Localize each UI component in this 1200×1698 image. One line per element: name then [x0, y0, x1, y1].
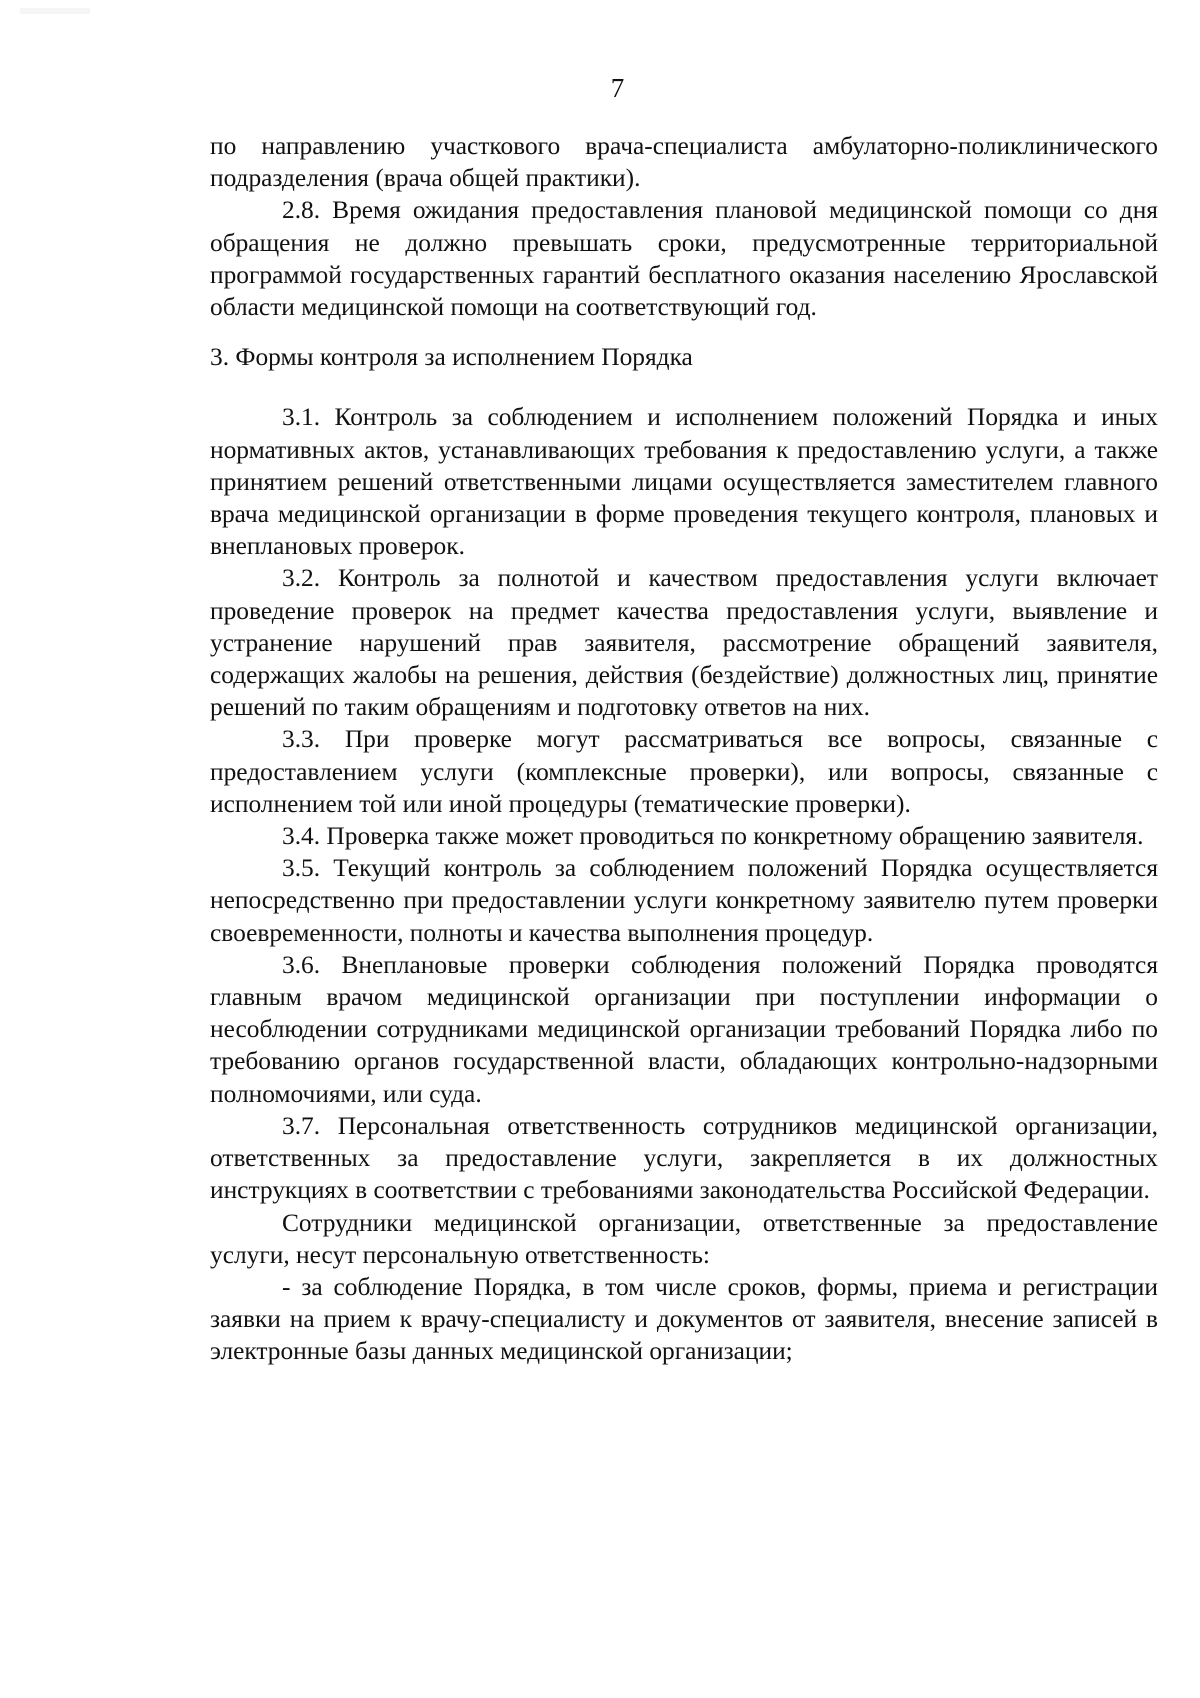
- list-item-responsibility: - за соблюдение Порядка, в том числе сроков, формы, приема и регистрации заявки на прием к врачу-специалисту и документов от заявителя, внесение записей в электронные базы данных медицинской организации;: [210, 1272, 1158, 1366]
- paragraph-3-1: 3.1. Контроль за соблюдением и исполнением положений Порядка и иных нормативных актов, устанавливающих требования к предоставлению услуги, а также принятием решений ответственными лицами осуществляется заместителем главного врача медицинской организации в форме проведения текущего контроля, плановых и внеплановых проверок.: [210, 403, 1158, 561]
- document-body: [210, 130, 1158, 1368]
- paragraph-3-7: 3.7. Персональная ответственность сотрудников медицинской организации, ответственных за предоставление услуги, закрепляется в их должностных инструкциях в соответствии с требованиями законодательства Российской Федерации.: [210, 1111, 1158, 1205]
- scan-artifact: [20, 8, 90, 14]
- section-heading: 3. Формы контроля за исполнением Порядка: [210, 343, 693, 372]
- page-number: 7: [610, 73, 625, 103]
- paragraph-3-2: 3.2. Контроль за полнотой и качеством предоставления услуги включает проведение проверок на предмет качества предоставления услуги, выявление и устранение нарушений прав заявителя, рассмотрение обращений заявителя, содержащих жалобы на решения, действия (бездействие) должностных лиц, принятие решений по таким обращениям и подготовку ответов на них.: [210, 564, 1158, 722]
- paragraph-3-6: 3.6. Внеплановые проверки соблюдения положений Порядка проводятся главным врачом медицинской организации при поступлении информации о несоблюдении сотрудниками медицинской организации требований Порядка либо по требованию органов государственной власти, обладающих контрольно-надзорными полномочиями, или суда.: [210, 950, 1158, 1108]
- paragraph-continuation: по направлению участкового врача-специалиста амбулаторно-поликлинического подразделения (врача общей практики).: [210, 132, 1158, 193]
- paragraph-3-5: 3.5. Текущий контроль за соблюдением положений Порядка осуществляется непосредственно при предоставлении услуги конкретному заявителю путем проверки своевременности, полноты и качества выполнения процедур.: [210, 854, 1158, 947]
- paragraph-2-8: 2.8. Время ожидания предоставления плановой медицинской помощи со дня обращения не должно превышать сроки, предусмотренные территориальной программой государственных гарантий бесплатного оказания населению Ярославской области медицинской помощи на соответствующий год.: [210, 196, 1158, 322]
- paragraph-3-3: 3.3. При проверке могут рассматриваться все вопросы, связанные с предоставлением услуги (комплексные проверки), или вопросы, связанные с исполнением той или иной процедуры (тематические проверки).: [210, 725, 1158, 818]
- paragraph-staff-responsibility: Сотрудники медицинской организации, ответственные за предоставление услуги, несут персональную ответственность:: [210, 1208, 1158, 1269]
- paragraph-3-4: 3.4. Проверка также может проводиться по конкретному обращению заявителя.: [282, 822, 1144, 851]
